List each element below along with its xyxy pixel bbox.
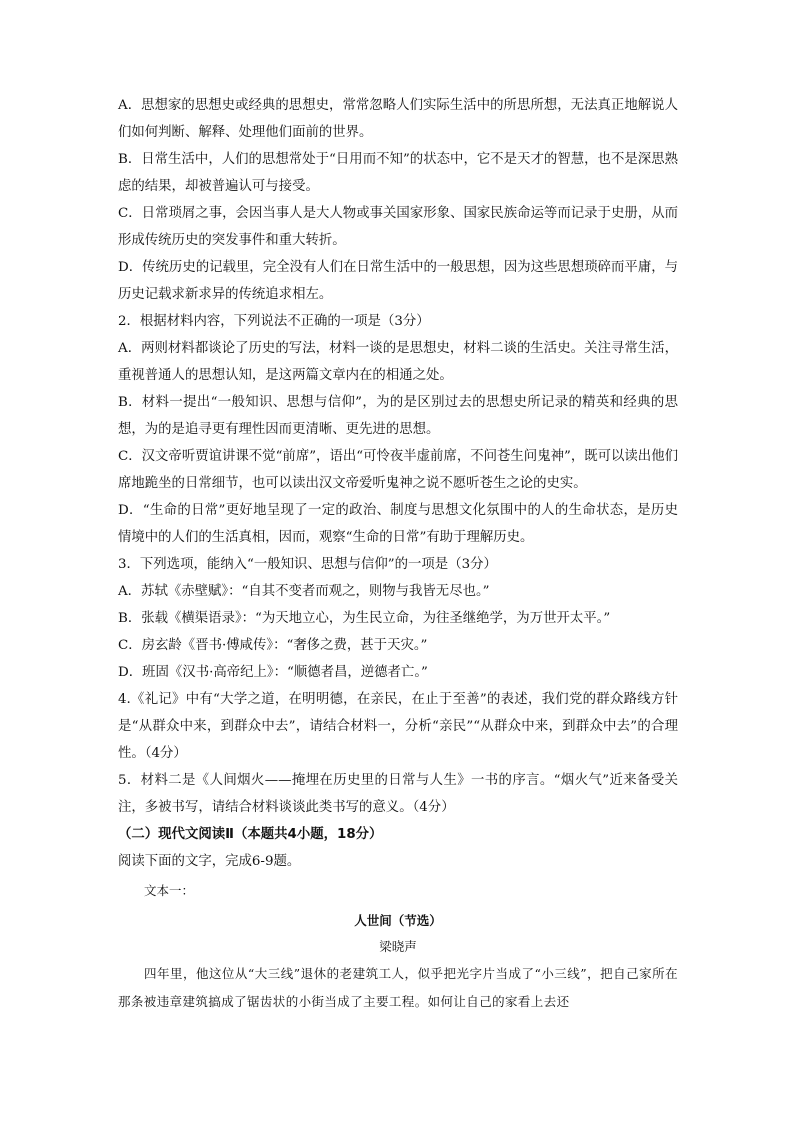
q1-option-a: A．思想家的思想史或经典的思想史，常常忽略人们实际生活中的所思所想，无法真正地解说人们如何判断、解释、处理他们面前的世界。 <box>118 98 678 140</box>
story-author: 梁晓声 <box>379 939 417 954</box>
q3-option-a: A．苏轼《赤壁赋》：“自其不变者而观之，则物与我皆无尽也。” <box>118 584 490 599</box>
q2-option-c: C．汉文帝听贾谊讲课不觉“前席”，语出“可怜夜半虚前席，不问苍生问鬼神”，既可以读出他们席地跪坐的日常细节，也可以读出汉文帝爱听鬼神之说不愿听苍生之论的史实。 <box>118 449 678 491</box>
story-title: 人世间（节选） <box>354 913 442 928</box>
q3-option-c: C．房玄龄《晋书·傅咸传》：“奢侈之费，甚于天灾。” <box>118 638 428 653</box>
story-paragraph: 四年里，他这位从“大三线”退休的老建筑工人，似乎把光字片当成了“小三线”，把自己家所在那条被违章建筑搞成了锯齿状的小街当成了主要工程。如何让自己的家看上去还 <box>118 966 678 1009</box>
q1-option-d: D．传统历史的记载里，完全没有人们在日常生活中的一般思想，因为这些思想琐碎而平庸，与历史记载求新求异的传统追求相左。 <box>118 260 678 302</box>
q2-stem: 2．根据材料内容，下列说法不正确的一项是（3分） <box>118 314 430 329</box>
q2-option-d: D．“生命的日常”更好地呈现了一定的政治、制度与思想文化氛围中的人的生命状态，是历史情境中的人们的生活真相，因而，观察“生命的日常”有助于理解历史。 <box>118 503 678 545</box>
q2-option-a: A．两则材料都谈论了历史的写法，材料一谈的是思想史，材料二谈的生活史。关注寻常生活，重视普通人的思想认知，是这两篇文章内在的相通之处。 <box>118 341 678 383</box>
q3-stem: 3．下列选项，能纳入“一般知识、思想与信仰”的一项是（3分） <box>118 557 497 572</box>
section-2-title: （二）现代文阅读Ⅱ（本题共4小题，18分） <box>118 827 383 842</box>
q1-option-b: B．日常生活中，人们的思想常处于“日用而不知”的状态中，它不是天才的智慧，也不是深思熟虑的结果，却被普遍认可与接受。 <box>118 152 678 194</box>
q3-option-b: B．张载《横渠语录》：“为天地立心，为生民立命，为往圣继绝学，为万世开太平。” <box>118 611 611 626</box>
document-page <box>118 92 678 1016</box>
q2-option-b: B．材料一提出“一般知识、思想与信仰”，为的是区别过去的思想史所记录的精英和经典的思想，为的是追寻更有理性因而更清晰、更先进的思想。 <box>118 395 678 437</box>
q4-question: 4.《礼记》中有“大学之道，在明明德，在亲民，在止于至善”的表述，我们党的群众路线方针是“从群众中来，到群众中去”，请结合材料一，分析“亲民”“从群众中来，到群众中去”的合理性。（4分） <box>118 692 678 761</box>
q5-question: 5．材料二是《人间烟火——掩埋在历史里的日常与人生》一书的序言。“烟火气”近来备受关注，多被书写，请结合材料谈谈此类书写的意义。（4分） <box>118 773 678 815</box>
text-one-label: 文本一： <box>144 883 195 898</box>
q3-option-d: D．班固《汉书·高帝纪上》：“顺德者昌，逆德者亡。” <box>118 665 428 680</box>
q1-option-c: C．日常琐屑之事，会因当事人是大人物或事关国家形象、国家民族命运等而记录于史册，从而形成传统历史的突发事件和重大转折。 <box>118 206 678 248</box>
section-2-instruction: 阅读下面的文字，完成6-9题。 <box>118 854 301 869</box>
